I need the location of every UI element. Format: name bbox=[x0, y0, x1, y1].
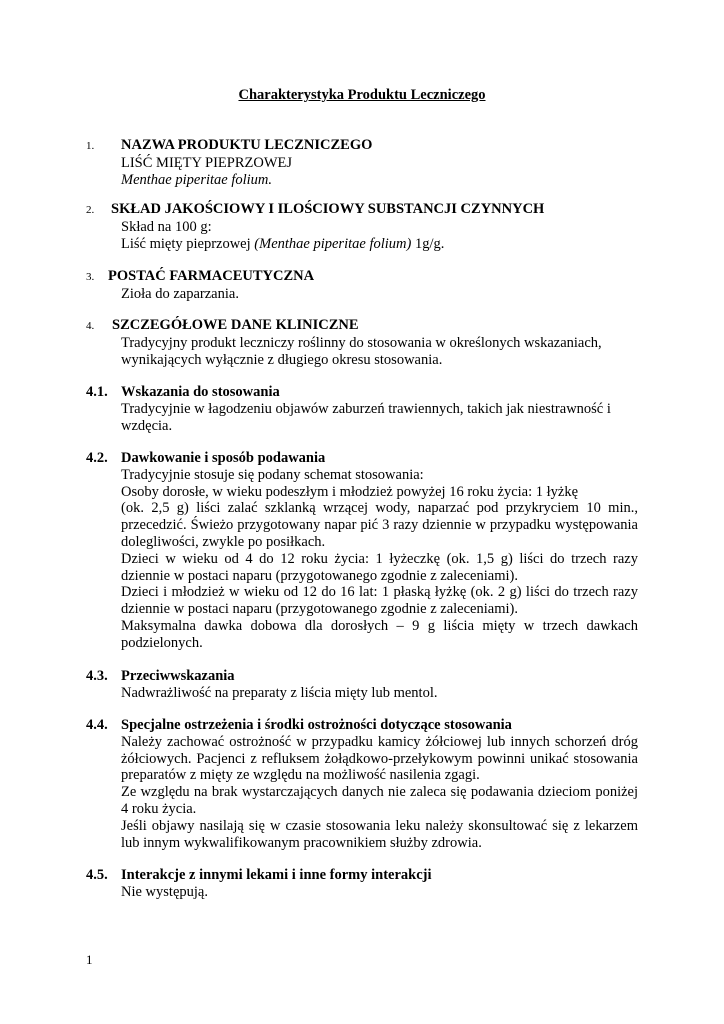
section-heading: NAZWA PRODUKTU LECZNICZEGO bbox=[121, 137, 373, 153]
section-2 bbox=[86, 201, 638, 252]
section-number: 4.5. bbox=[86, 867, 108, 883]
paragraph: Należy zachować ostrożność w przypadku kamicy żółciowej lub innych schorzeń dróg żółciowych. Pacjenci z refluksem żołądkowo-przełykowym powinni unikać stosowania preparatów z mięty ze względu na możliwość nasilenia zgagi. bbox=[121, 733, 638, 784]
section-heading: SZCZEGÓŁOWE DANE KLINICZNE bbox=[112, 317, 359, 333]
section-heading: SKŁAD JAKOŚCIOWY I ILOŚCIOWY SUBSTANCJI CZYNNYCH bbox=[111, 201, 545, 217]
section-1 bbox=[86, 137, 638, 188]
section-heading: Interakcje z innymi lekami i inne formy interakcji bbox=[121, 867, 432, 883]
section-heading: Specjalne ostrzeżenia i środki ostrożności dotyczące stosowania bbox=[121, 717, 512, 733]
paragraph: Nadwrażliwość na preparaty z liścia mięty lub mentol. bbox=[121, 684, 438, 701]
section-heading: Przeciwwskazania bbox=[121, 668, 235, 684]
section-number: 4.2. bbox=[86, 450, 108, 466]
section-number: 3. bbox=[86, 271, 95, 283]
section-heading: Wskazania do stosowania bbox=[121, 384, 280, 400]
paragraph: Jeśli objawy nasilają się w czasie stosowania leku należy skonsultować się z lekarzem lub innym wykwalifikowanym pracownikiem służby zdrowia. bbox=[121, 817, 638, 851]
document-title: Charakterystyka Produktu Leczniczego bbox=[238, 87, 486, 103]
composition-latin: (Menthae piperitae folium) bbox=[254, 235, 412, 252]
latin-name: Menthae piperitae folium. bbox=[121, 171, 273, 188]
paragraph: (ok. 2,5 g) liści zalać szklanką wrzącej wody, naparzać pod przykryciem 10 min., przecedzić. Świeżo przygotowany napar pić 3 razy dziennie w przypadku występowania dolegliwości, zwykle po posiłkach. bbox=[121, 500, 638, 550]
section-heading: Dawkowanie i sposób podawania bbox=[121, 450, 326, 466]
section-heading: POSTAĆ FARMACEUTYCZNA bbox=[108, 268, 315, 284]
product-name: LIŚĆ MIĘTY PIEPRZOWEJ bbox=[121, 154, 293, 171]
paragraph: Nie występują. bbox=[121, 883, 208, 900]
section-number: 4. bbox=[86, 320, 95, 332]
paragraph: Tradycyjny produkt leczniczy roślinny do stosowania w określonych wskazaniach, wynikających wyłącznie z długiego okresu stosowania. bbox=[121, 334, 602, 368]
page-number: 1 bbox=[86, 952, 93, 967]
section-number: 4.1. bbox=[86, 384, 108, 400]
paragraph: Osoby dorosłe, w wieku podeszłym i młodzież powyżej 16 roku życia: 1 łyżkę bbox=[121, 483, 579, 500]
composition-line bbox=[121, 236, 638, 253]
paragraph: Tradycyjnie w łagodzeniu objawów zaburzeń trawiennych, takich jak niestrawność i wzdęcia. bbox=[121, 400, 611, 434]
composition-amount: 1g/g. bbox=[411, 235, 445, 252]
section-3 bbox=[86, 268, 638, 303]
section-4-2 bbox=[86, 450, 638, 652]
paragraph: Dzieci i młodzież w wieku od 12 do 16 lat: 1 płaską łyżkę (ok. 2 g) liści do trzech razy dziennie w postaci naparu (przygotowanego zgodnie z zaleceniami). bbox=[121, 584, 638, 618]
dosage-form: Zioła do zaparzania. bbox=[121, 285, 239, 302]
section-number: 2. bbox=[86, 204, 95, 216]
section-4-3 bbox=[86, 668, 638, 702]
section-4 bbox=[86, 317, 638, 368]
composition-text: Liść mięty pieprzowej bbox=[121, 235, 255, 252]
paragraph: Ze względu na brak wystarczających danych nie zaleca się podawania dzieciom poniżej 4 roku życia. bbox=[121, 784, 638, 817]
section-4-1 bbox=[86, 384, 638, 434]
paragraph: Maksymalna dawka dobowa dla dorosłych – 9 g liścia mięty w trzech dawkach podzielonych. bbox=[121, 617, 638, 651]
paragraph: Tradycyjnie stosuje się podany schemat stosowania: bbox=[121, 466, 424, 483]
section-4-4 bbox=[86, 717, 638, 851]
section-number: 4.3. bbox=[86, 668, 108, 684]
paragraph: Dzieci w wieku od 4 do 12 roku życia: 1 łyżeczkę (ok. 1,5 g) liści do trzech razy dziennie w postaci naparu (przygotowanego zgodnie z zaleceniami). bbox=[121, 550, 638, 584]
composition-header: Skład na 100 g: bbox=[121, 218, 212, 235]
section-number: 4.4. bbox=[86, 717, 108, 733]
section-4-5 bbox=[86, 867, 638, 901]
section-number: 1. bbox=[86, 140, 95, 152]
